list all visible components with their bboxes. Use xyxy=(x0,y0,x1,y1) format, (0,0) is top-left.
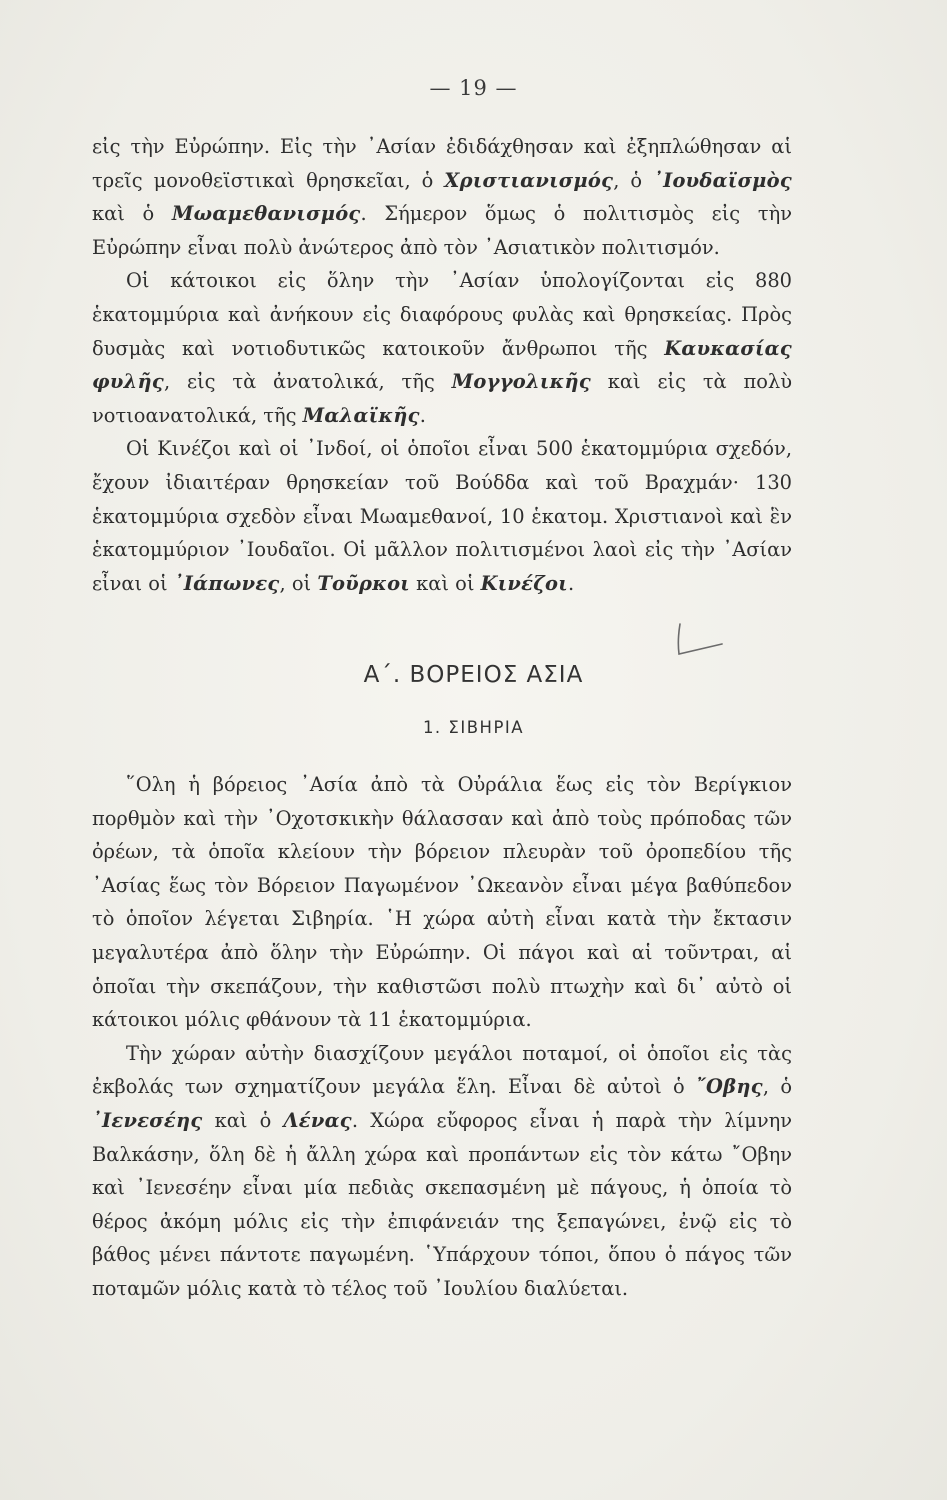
text-run: . Σήμερον ὅμως ὁ πολιτισμὸς εἰς τὴν Εὐρώπην εἶναι πολὺ ἀνώτερος ἀπὸ τὸν ᾿Ασιατικὸν πολιτισμόν. xyxy=(92,202,792,259)
text-run: καὶ ὁ xyxy=(92,202,172,226)
text-block-top xyxy=(92,130,792,600)
emphasized-term: Μωαμεθανισμός xyxy=(171,202,361,226)
section-title: Α΄. ΒΟΡΕΙΟΣ ΑΣΙΑ xyxy=(363,662,584,688)
emphasized-term: Χριστιανισμός xyxy=(444,168,614,192)
emphasized-term: ᾿Ιενεσέης xyxy=(92,1108,203,1132)
emphasized-term: Λένας xyxy=(283,1108,352,1132)
text-run: . xyxy=(567,571,575,595)
emphasized-term: Μογγολικῆς xyxy=(451,370,591,394)
text-run: , ὁ xyxy=(762,1075,792,1099)
paragraph xyxy=(92,130,792,264)
emphasized-term: ῎Οβης xyxy=(696,1075,763,1099)
emphasized-term: Κινέζοι xyxy=(480,571,568,595)
text-run: , οἱ xyxy=(279,571,318,595)
paragraph xyxy=(92,1037,792,1306)
text-run: καὶ εἰς τὰ πολὺ νοτιοανατολικά, τῆς xyxy=(92,370,792,427)
text-run: Οἱ Κινέζοι καὶ οἱ ᾿Ινδοί, οἱ ὁποῖοι εἶναι 500 ἑκατομμύρια σχεδόν, ἔχουν ἰδιαιτέραν θρησκείαν τοῦ Βούδδα καὶ τοῦ Βραχμάν· 130 ἑκατομμύρια σχεδὸν εἶναι Μωαμεθανοί, 10 ἑκατομ. Χριστιανοὶ καὶ ἓν ἑκατομμύριον ᾿Ιουδαῖοι. Οἱ μᾶλλον πολιτισμένοι λαοὶ εἰς τὴν ᾿Ασίαν εἶναι οἱ xyxy=(92,437,792,595)
text-run: εἰς τὴν Εὐρώπην. Εἰς τὴν ᾿Ασίαν ἐδιδάχθησαν καὶ ἐξηπλώθησαν αἱ τρεῖς μονοθεϊστικαὶ θρησκεῖαι, ὁ xyxy=(92,135,792,192)
emphasized-term: ᾿Ιάπωνες xyxy=(173,571,280,595)
text-run: ῞Ολη ἡ βόρειος ᾿Ασία ἀπὸ τὰ Οὐράλια ἕως εἰς τὸν Βερίγκιον πορθμὸν καὶ τὴν ᾿Οχοτσκικὴν θάλασσαν καὶ ἀπὸ τοὺς πρόποδας τῶν ὀρέων, τὰ ὁποῖα κλείουν τὴν βόρειον πλευρὰν τοῦ ὀροπεδίου τῆς ᾿Ασίας ἕως τὸν Βόρειον Παγωμένον ᾿Ωκεανὸν εἶναι μέγα βαθύπεδον τὸ ὁποῖον λέγεται Σιβηρία. ῾Η χώρα αὐτὴ εἶναι κατὰ τὴν ἔκτασιν μεγαλυτέρα ἀπὸ ὅλην τὴν Εὐρώπην. Οἱ πάγοι καὶ αἱ τοῦντραι, αἱ ὁποῖαι τὴν σκεπάζουν, τὴν καθιστῶσι πολὺ πτωχὴν καὶ δι᾿ αὐτὸ οἱ κάτοικοι μόλις φθάνουν τὰ 11 ἑκατομμύρια. xyxy=(92,773,792,1032)
text-block-bottom xyxy=(92,768,792,1306)
text-run: . xyxy=(419,403,426,427)
paragraph xyxy=(92,264,792,432)
emphasized-term: Μαλαϊκῆς xyxy=(302,403,420,427)
text-run: , ὁ xyxy=(613,168,654,192)
text-run: καὶ ὁ xyxy=(202,1108,284,1132)
text-run: Οἱ κάτοικοι εἰς ὅλην τὴν ᾿Ασίαν ὑπολογίζονται εἰς 880 ἑκατομμύρια καὶ ἀνήκουν εἰς διαφόρους φυλὰς καὶ θρησκείας. Πρὸς δυσμὰς καὶ νοτιοδυτικῶς κατοικοῦν ἄνθρωποι τῆς xyxy=(92,269,792,360)
emphasized-term: Τοῦρκοι xyxy=(317,571,410,595)
paragraph xyxy=(92,768,792,1037)
emphasized-term: Καυκασίας φυλῆς xyxy=(92,336,792,394)
text-run: . Χώρα εὔφορος εἶναι ἡ παρὰ τὴν λίμνην Βαλκάσην, ὅλη δὲ ἡ ἄλλη χώρα καὶ προπάντων εἰς τὸν κάτω ῎Οβην καὶ ᾿Ιενεσέην εἶναι μία πεδιὰς σκεπασμένη μὲ πάγους, ἡ ὁποία τὸ θέρος ἀκόμη μόλις εἰς τὴν ἐπιφάνειάν της ξεπαγώνει, ἐνῷ εἰς τὸ βάθος μένει πάντοτε παγωμένη. ῾Υπάρχουν τόποι, ὅπου ὁ πάγος τῶν ποταμῶν μόλις κατὰ τὸ τέλος τοῦ ᾿Ιουλίου διαλύεται. xyxy=(92,1108,793,1300)
emphasized-term: ᾿Ιουδαϊσμὸς xyxy=(653,168,792,192)
pencil-mark-icon xyxy=(672,620,732,660)
text-run: καὶ οἱ xyxy=(410,571,481,595)
page-number: — 19 — xyxy=(429,76,518,100)
text-run: , εἰς τὰ ἀνατολικά, τῆς xyxy=(164,370,452,394)
subsection-title: 1. ΣΙΒΗΡΙΑ xyxy=(422,718,525,737)
paragraph xyxy=(92,432,792,600)
text-run: Τὴν χώραν αὐτὴν διασχίζουν μεγάλοι ποταμοί, οἱ ὁποῖοι εἰς τὰς ἐκβολάς των σχηματίζουν μεγάλα ἕλη. Εἶναι δὲ αὐτοὶ ὁ xyxy=(92,1041,792,1099)
